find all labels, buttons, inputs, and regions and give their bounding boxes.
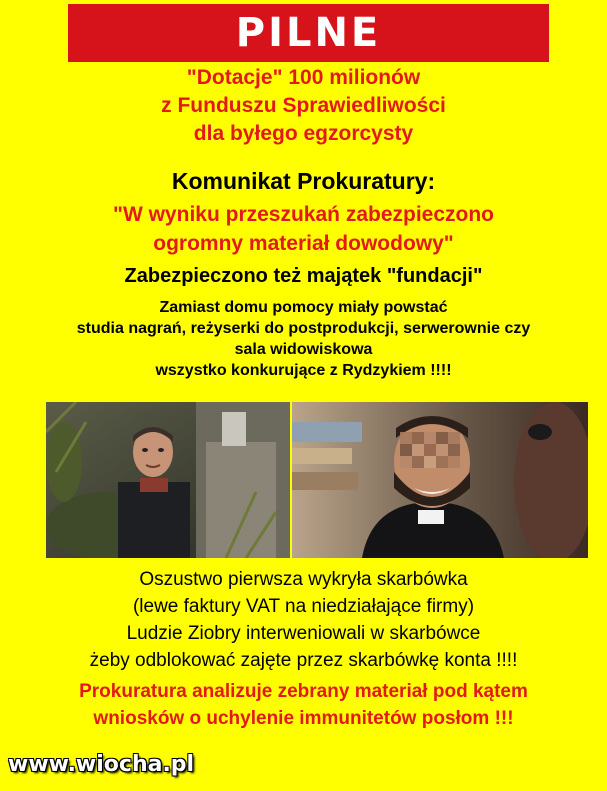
fraud-line: Oszustwo pierwsza wykryła skarbówka [139, 569, 468, 590]
headline-line: dla byłego egzorcysty [193, 122, 414, 145]
prosecution-line: Prokuratura analizuje zebrany materiał pod kątem [79, 681, 528, 702]
banner-title: PILNE [235, 10, 382, 56]
prosecution-quote [0, 200, 607, 258]
fraud-details [0, 566, 607, 674]
details-line: Zamiast domu pomocy miały powstać [159, 299, 448, 316]
details [0, 297, 607, 381]
photo-priest-illustration [292, 402, 588, 558]
urgent-banner [68, 4, 549, 62]
fraud-line: (lewe faktury VAT na niedziałające firmy) [132, 596, 475, 617]
quote-line: ogromny materiał dowodowy" [153, 232, 454, 255]
details-line: sala widowiskowa [234, 341, 373, 358]
statement-title: Komunikat Prokuratury: [171, 168, 436, 194]
site-watermark: www.wiocha.pl [8, 752, 195, 777]
assets-secured: Zabezpieczono też majątek "fundacji" [124, 265, 483, 287]
prosecution-analysis [0, 678, 607, 732]
details-line: wszystko konkurujące z Rydzykiem !!!! [155, 362, 452, 379]
headline [0, 64, 607, 148]
headline-line: z Funduszu Sprawiedliwości [161, 94, 446, 117]
fraud-line: Ludzie Ziobry interweniowali w skarbówce [126, 623, 481, 644]
quote-line: "W wyniku przeszukań zabezpieczono [112, 203, 495, 226]
photo-man-illustration [46, 402, 290, 558]
photo-priest-blurred-face [292, 402, 588, 558]
prosecution-line: wniosków o uchylenie immunitetów posłom !!! [93, 708, 514, 729]
headline-line: "Dotacje" 100 milionów [186, 66, 421, 89]
photo-man-in-jacket [46, 402, 290, 558]
fraud-line: żeby odblokować zajęte przez skarbówkę konta !!!! [89, 650, 518, 671]
details-line: studia nagrań, reżyserki do postprodukcji, serwerownie czy [76, 320, 531, 337]
